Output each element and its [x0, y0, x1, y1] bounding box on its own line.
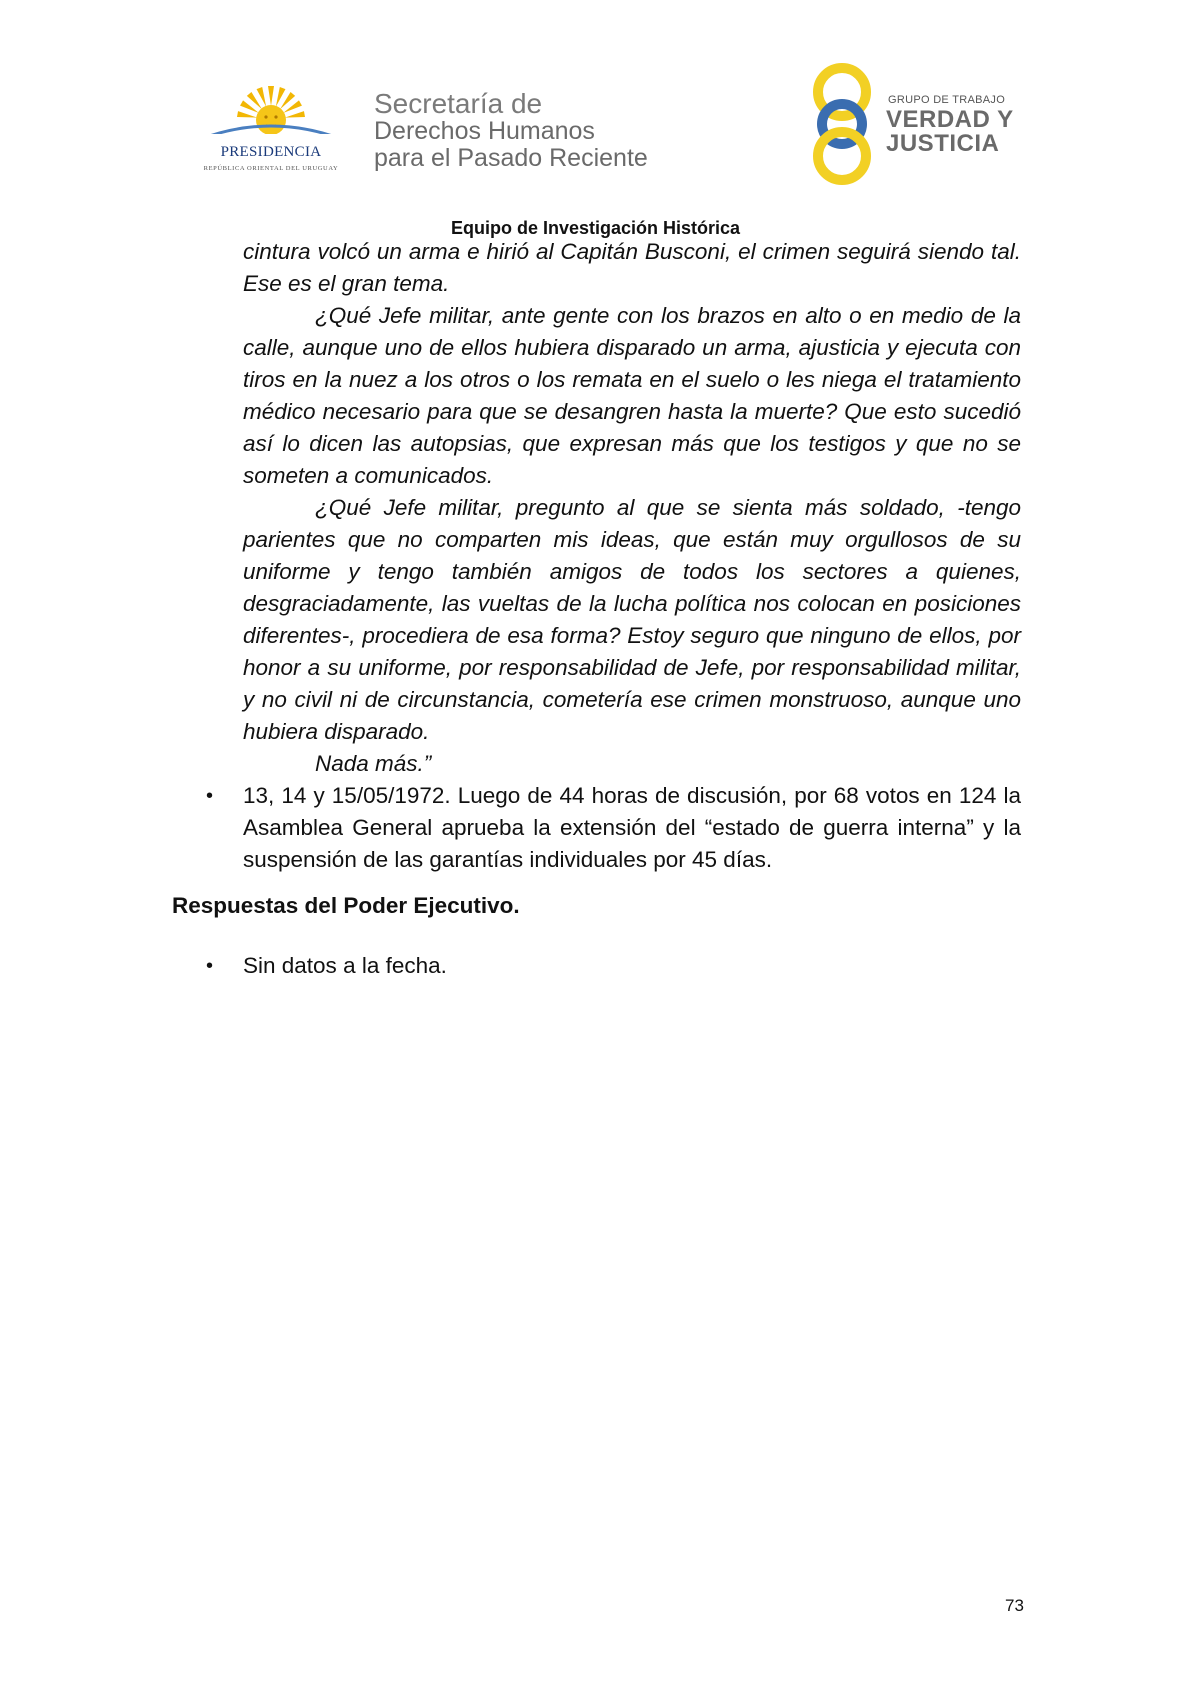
gtvj-verdad-text: VERDAD Y — [886, 106, 1014, 133]
presidencia-logo — [196, 82, 346, 182]
list-item-text: Sin datos a la fecha. — [243, 953, 447, 978]
quote-paragraph-3: ¿Qué Jefe militar, pregunto al que se sienta más soldado, -tengo parientes que no comparten mis ideas, que están muy orgullosos de su uniforme y tengo también amigos de todos los sectores a quienes, desgraciadamente, las vueltas de la lucha política nos colocan en posiciones diferentes-, procediera de esa forma? Estoy seguro que ninguno de ellos, por honor a su uniforme, por responsabilidad de Jefe, por responsabilidad militar, y no civil ni de circunstancia, cometería ese crimen monstruoso, aunque uno hubiera disparado. — [243, 495, 1021, 744]
quote-paragraph-2: ¿Qué Jefe militar, ante gente con los brazos en alto o en medio de la calle, aunque uno de ellos hubiera disparado un arma, ajusticia y ejecuta con tiros en la nuez a los otros o los remata en el suelo o les niega el tratamiento médico necesario para que se desangren hasta la muerte? Que esto sucedió así lo dicen las autopsias, que expresan más que los testigos y que no se someten a comunicados. — [243, 303, 1021, 488]
team-title: Equipo de Investigación Histórica — [450, 218, 741, 238]
bullet-icon: • — [206, 955, 214, 977]
presidencia-subtitle: REPÚBLICA ORIENTAL DEL URUGUAY — [203, 165, 339, 172]
linked-rings-icon — [808, 62, 888, 186]
gtvj-justicia-text: JUSTICIA — [886, 130, 1000, 157]
page-number: 73 — [1005, 1596, 1024, 1615]
document-body — [206, 236, 1021, 876]
secretaria-line-1: Secretaría de — [374, 88, 543, 119]
verdad-justicia-logo — [808, 62, 1028, 186]
section-list — [206, 950, 1021, 982]
gtvj-small-text: GRUPO DE TRABAJO — [888, 94, 1006, 106]
section-heading: Respuestas del Poder Ejecutivo. — [172, 893, 520, 918]
secretaria-line-3: para el Pasado Reciente — [374, 144, 648, 172]
bullet-icon: • — [206, 785, 214, 807]
secretaria-logo-text — [374, 90, 734, 172]
list-item-text: 13, 14 y 15/05/1972. Luego de 44 horas de discusión, por 68 votos en 124 la Asamblea General aprueba la extensión del “estado de guerra interna” y la suspensión de las garantías individuales por 45 días. — [243, 783, 1021, 872]
list-item — [206, 780, 1021, 876]
quote-paragraph-1: cintura volcó un arma e hirió al Capitán Busconi, el crimen seguirá siendo tal. Ese es el gran tema. — [243, 239, 1021, 296]
page-header — [0, 0, 1191, 240]
secretaria-line-2: Derechos Humanos — [374, 117, 595, 145]
sun-icon — [196, 82, 346, 152]
quote-paragraph-4: Nada más.” — [315, 751, 432, 776]
presidencia-name: PRESIDENCIA — [220, 144, 322, 160]
list-item — [206, 950, 1021, 982]
